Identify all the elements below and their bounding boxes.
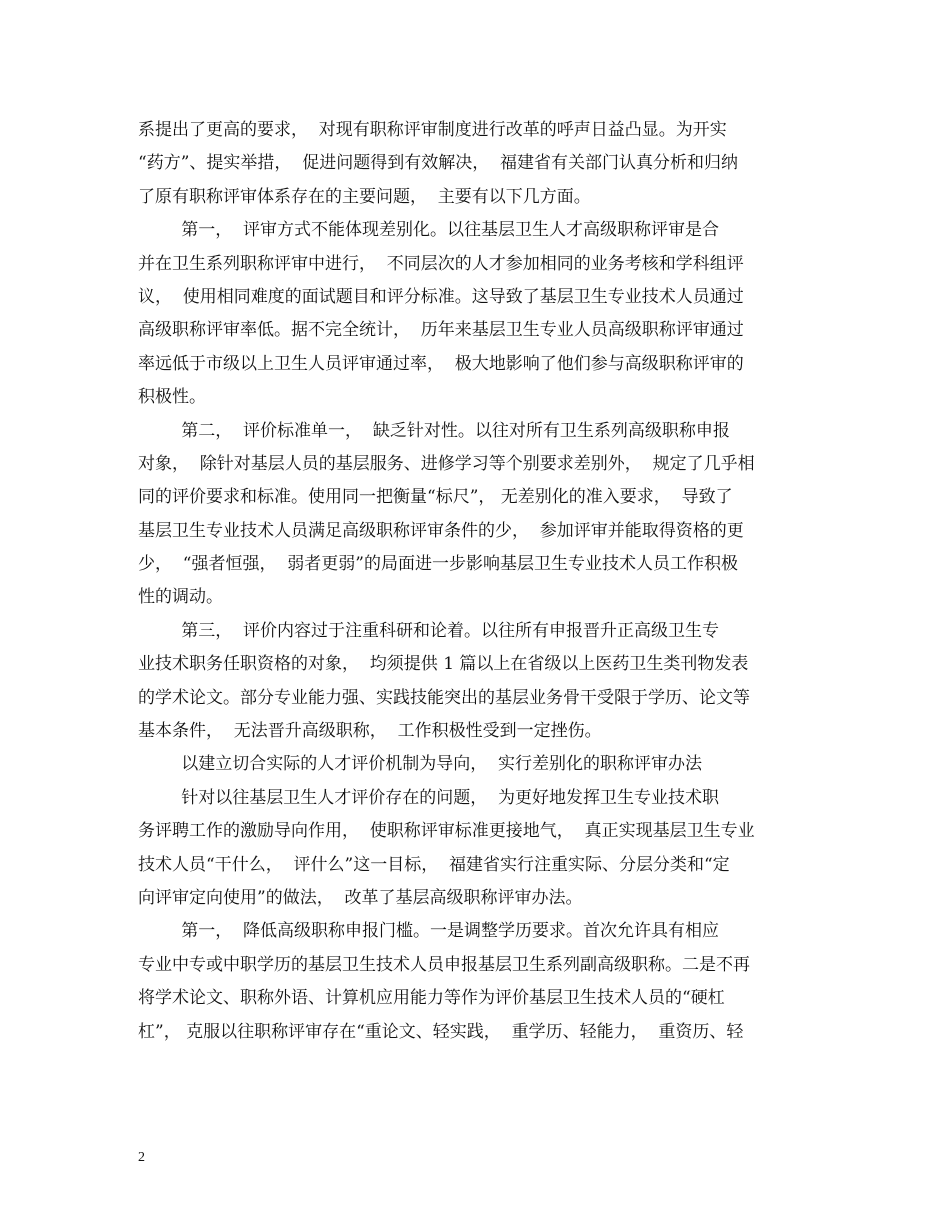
text-line: “药方”、提实举措， 促进问题得到有效解决， 福建省有关部门认真分析和归纳 bbox=[138, 153, 738, 174]
text-line: 以建立切合实际的人才评价机制为导向， 实行差别化的职称评审办法 bbox=[138, 754, 703, 775]
text-line: 杠”， 克服以往职称评审存在“重论文、轻实践， 重学历、轻能力， 重资历、轻 bbox=[138, 1021, 744, 1042]
text-line: 率远低于市级以上卫生人员评审通过率， 极大地影响了他们参与高级职称评审的 bbox=[138, 353, 744, 374]
text-line: 技术人员“干什么， 评什么”这一目标， 福建省实行注重实际、分层分类和“定 bbox=[138, 854, 730, 875]
text-line: 基本条件， 无法晋升高级职称， 工作积极性受到一定挫伤。 bbox=[138, 721, 602, 742]
text-line: 高级职称评审率低。据不完全统计， 历年来基层卫生专业人员高级职称评审通过 bbox=[138, 320, 744, 341]
text-line: 的学术论文。部分专业能力强、实践技能突出的基层业务骨干受限于学历、论文等 bbox=[138, 687, 750, 708]
text-line: 积极性。 bbox=[138, 387, 206, 408]
text-line: 对象， 除针对基层人员的基层服务、进修学习等个别要求差别外， 规定了几乎相 bbox=[138, 453, 755, 474]
page-number: 2 bbox=[138, 1150, 145, 1165]
text-line: 第三， 评价内容过于注重科研和论着。以往所有申报晋升正高级卫生专 bbox=[138, 620, 720, 641]
text-line: 第一， 评审方式不能体现差别化。以往基层卫生人才高级职称评审是合 bbox=[138, 220, 720, 241]
text-line: 向评审定向使用”的做法， 改革了基层高级职称评审办法。 bbox=[138, 887, 583, 908]
text-line: 基层卫生专业技术人员满足高级职称评审条件的少， 参加评审并能取得资格的更 bbox=[138, 520, 744, 541]
text-line: 了原有职称评审体系存在的主要问题， 主要有以下几方面。 bbox=[138, 186, 591, 207]
text-line: 将学术论文、职称外语、计算机应用能力等作为评价基层卫生技术人员的“硬杠 bbox=[138, 988, 725, 1009]
text-line: 议， 使用相同难度的面试题目和评分标准。这导致了基层卫生专业技术人员通过 bbox=[138, 286, 744, 307]
text-line: 同的评价要求和标准。使用同一把衡量“标尺”， 无差别化的准入要求， 导致了 bbox=[138, 487, 733, 508]
text-line: 少， “强者恒强， 弱者更弱”的局面进一步影响基层卫生专业技术人员工作积极 bbox=[138, 554, 738, 575]
text-line: 务评聘工作的激励导向作用， 使职称评审标准更接地气， 真正实现基层卫生专业 bbox=[138, 821, 755, 842]
document-body bbox=[138, 114, 814, 1049]
text-line: 针对以往基层卫生人才评价存在的问题， 为更好地发挥卫生专业技术职 bbox=[138, 787, 720, 808]
text-line: 系提出了更高的要求， 对现有职称评审制度进行改革的呼声日益凸显。为开实 bbox=[138, 120, 727, 140]
text-line: 专业中专或中职学历的基层卫生技术人员申报基层卫生系列副高级职称。二是不再 bbox=[138, 954, 750, 975]
text-line: 第一， 降低高级职称申报门槛。一是调整学历要求。首次允许具有相应 bbox=[138, 921, 720, 942]
text-line: 并在卫生系列职称评审中进行， 不同层次的人才参加相同的业务考核和学科组评 bbox=[138, 253, 744, 274]
text-line: 业技术职务任职资格的对象， 均须提供 1 篇以上在省级以上医药卫生类刊物发表 bbox=[138, 654, 749, 675]
text-line: 第二， 评价标准单一， 缺乏针对性。以往对所有卫生系列高级职称申报 bbox=[138, 420, 730, 441]
text-line: 性的调动。 bbox=[138, 587, 223, 608]
